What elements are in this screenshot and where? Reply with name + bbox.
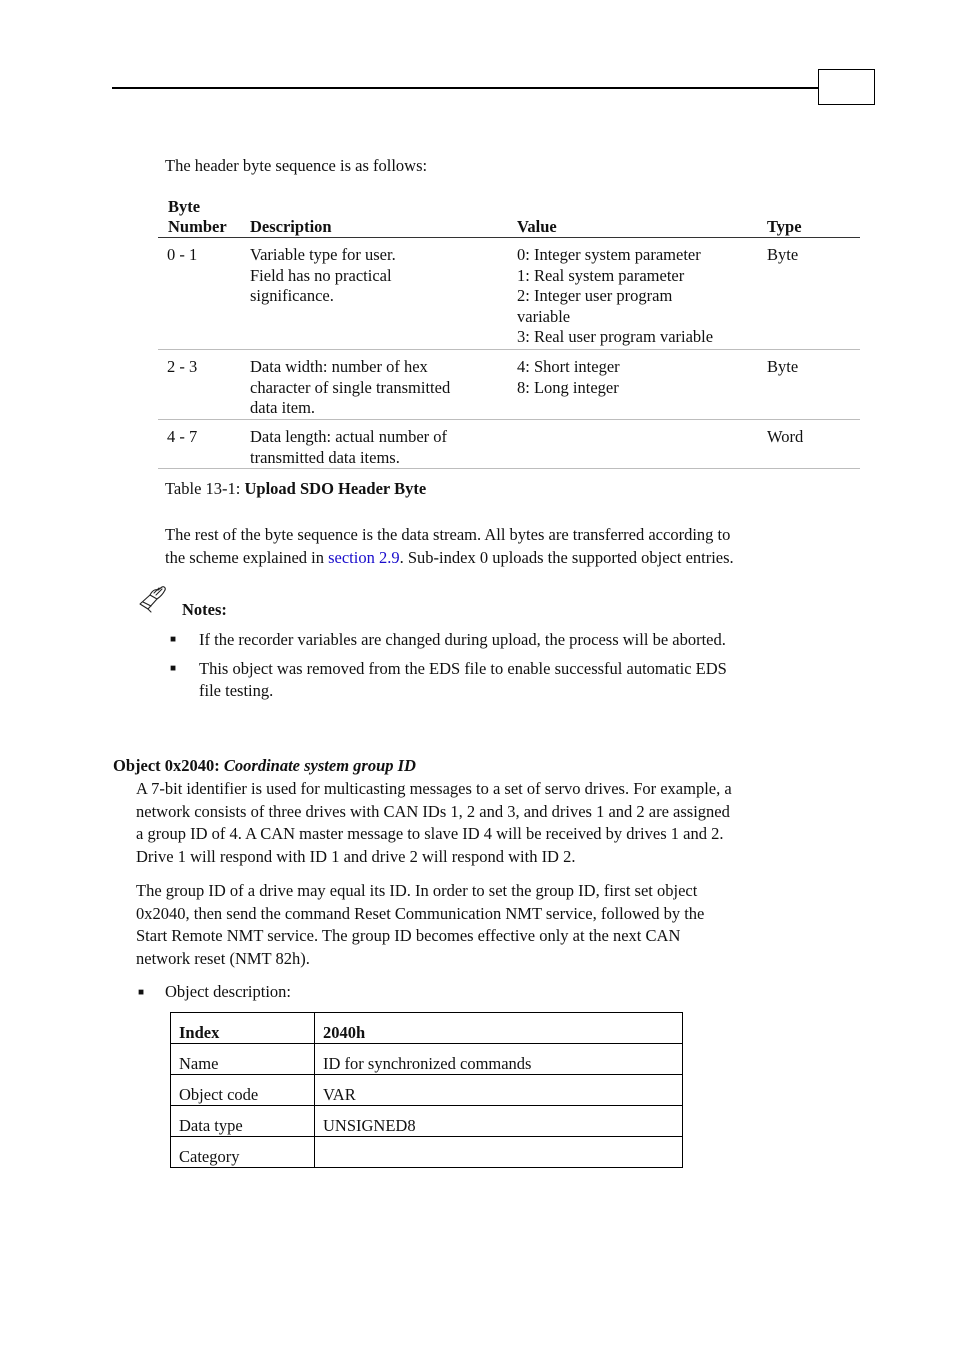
row-description-line: data item.: [250, 398, 316, 417]
object-name: Coordinate system group ID: [223, 756, 416, 775]
paragraph-line: a group ID of 4. A CAN master message to slave ID 4 will be received by drives 1 and 2.: [136, 824, 724, 843]
caption-prefix: Table 13-1:: [165, 479, 245, 498]
desc-key: Name: [171, 1044, 315, 1075]
object-description-table: [170, 1012, 683, 1168]
desc-key: Category: [171, 1137, 315, 1168]
row-type: Byte: [767, 245, 799, 264]
object-title: [113, 756, 416, 776]
table-row: [171, 1106, 683, 1137]
table-header-type: Type: [767, 217, 802, 236]
table-row: [171, 1013, 683, 1044]
square-bullet-icon: ■: [138, 987, 145, 998]
row-description: [250, 427, 447, 468]
paragraph-line: network reset (NMT 82h).: [136, 948, 310, 968]
row-value-line: 3: Real user program variable: [517, 327, 714, 346]
desc-key: Data type: [171, 1106, 315, 1137]
square-bullet-icon: ■: [170, 663, 177, 674]
row-value-line: variable: [517, 306, 571, 326]
paragraph-line: A 7-bit identifier is used for multicasting messages to a set of servo drives. For example, a: [136, 779, 732, 798]
header-byte-line2: Number: [168, 217, 227, 236]
row-value-line: 0: Integer system parameter: [517, 245, 701, 264]
desc-value: VAR: [315, 1075, 683, 1106]
table-row: [171, 1044, 683, 1075]
notes-hand-icon: [138, 584, 170, 614]
row-value: [517, 357, 620, 398]
header-byte-line1: Byte: [168, 197, 201, 216]
row-value: [517, 245, 713, 348]
row-description: [250, 245, 396, 307]
desc-value: ID for synchronized commands: [315, 1044, 683, 1075]
row-divider: [158, 419, 860, 420]
table-header-rule: [158, 237, 860, 238]
table-caption: [165, 479, 426, 499]
row-value-line: 2: Integer user program: [517, 286, 673, 305]
note-text-line: This object was removed from the EDS file to enable successful automatic EDS: [199, 659, 727, 678]
row-description-line: character of single transmitted: [250, 377, 451, 397]
bullet-label: Object description:: [165, 982, 292, 1001]
desc-key: Object code: [171, 1075, 315, 1106]
row-description-line: transmitted data items.: [250, 447, 400, 467]
note-text: [199, 629, 726, 651]
row-byte: 4 - 7: [167, 427, 198, 446]
rest-paragraph-line: [165, 546, 734, 569]
desc-value: [315, 1137, 683, 1168]
square-bullet-icon: ■: [170, 634, 177, 645]
rest-text-before-link: the scheme explained in: [165, 548, 329, 567]
desc-value: 2040h: [315, 1013, 683, 1044]
section-link[interactable]: section 2.9: [328, 548, 400, 567]
row-value-line: 4: Short integer: [517, 357, 620, 376]
row-description: [250, 357, 450, 419]
row-description-line: Variable type for user.: [250, 245, 396, 264]
paragraph-line: Drive 1 will respond with ID 1 and drive 2 will respond with ID 2.: [136, 846, 576, 866]
paragraph-line: Start Remote NMT service. The group ID becomes effective only at the next CAN: [136, 926, 681, 945]
object-label: Object 0x2040:: [113, 756, 224, 775]
rest-paragraph-line: The rest of the byte sequence is the data stream. All bytes are transferred according to: [165, 525, 731, 544]
page-number-box: [818, 69, 875, 105]
note-text: [199, 658, 727, 702]
caption-title: Upload SDO Header Byte: [244, 479, 427, 498]
rest-paragraph: [165, 523, 734, 569]
desc-value: UNSIGNED8: [315, 1106, 683, 1137]
row-description-line: Data length: actual number of: [250, 427, 448, 446]
note-text-line: If the recorder variables are changed during upload, the process will be aborted.: [199, 630, 726, 649]
desc-key: Index: [171, 1013, 315, 1044]
table-row: [171, 1137, 683, 1168]
object-paragraph-1: [136, 778, 732, 868]
row-byte: 0 - 1: [167, 245, 198, 264]
rest-text-after-link: . Sub-index 0 uploads the supported object entries.: [399, 548, 734, 567]
table-header-byte: [168, 197, 227, 237]
object-paragraph-2: [136, 880, 704, 970]
row-description-line: Field has no practical: [250, 265, 392, 285]
paragraph-line: 0x2040, then send the command Reset Communication NMT service, followed by the: [136, 903, 705, 923]
row-type: Byte: [767, 357, 799, 376]
paragraph-line: network consists of three drives with CAN IDs 1, 2 and 3, and drives 1 and 2 are assigned: [136, 801, 730, 821]
table-bottom-rule: [158, 468, 860, 469]
table-header-description: Description: [250, 217, 332, 236]
table-row: [171, 1075, 683, 1106]
table-header-value: Value: [517, 217, 557, 236]
row-value-line: 1: Real system parameter: [517, 265, 685, 285]
row-type: Word: [767, 427, 804, 446]
row-divider: [158, 349, 860, 350]
row-value-line: 8: Long integer: [517, 377, 619, 397]
note-text-line: file testing.: [199, 681, 274, 700]
paragraph-line: The group ID of a drive may equal its ID. In order to set the group ID, first set object: [136, 881, 698, 900]
row-description-line: Data width: number of hex: [250, 357, 428, 376]
row-byte: 2 - 3: [167, 357, 198, 376]
notes-title: Notes:: [182, 600, 227, 619]
intro-text: The header byte sequence is as follows:: [165, 156, 428, 175]
header-rule: [112, 87, 819, 89]
row-description-line: significance.: [250, 286, 334, 305]
